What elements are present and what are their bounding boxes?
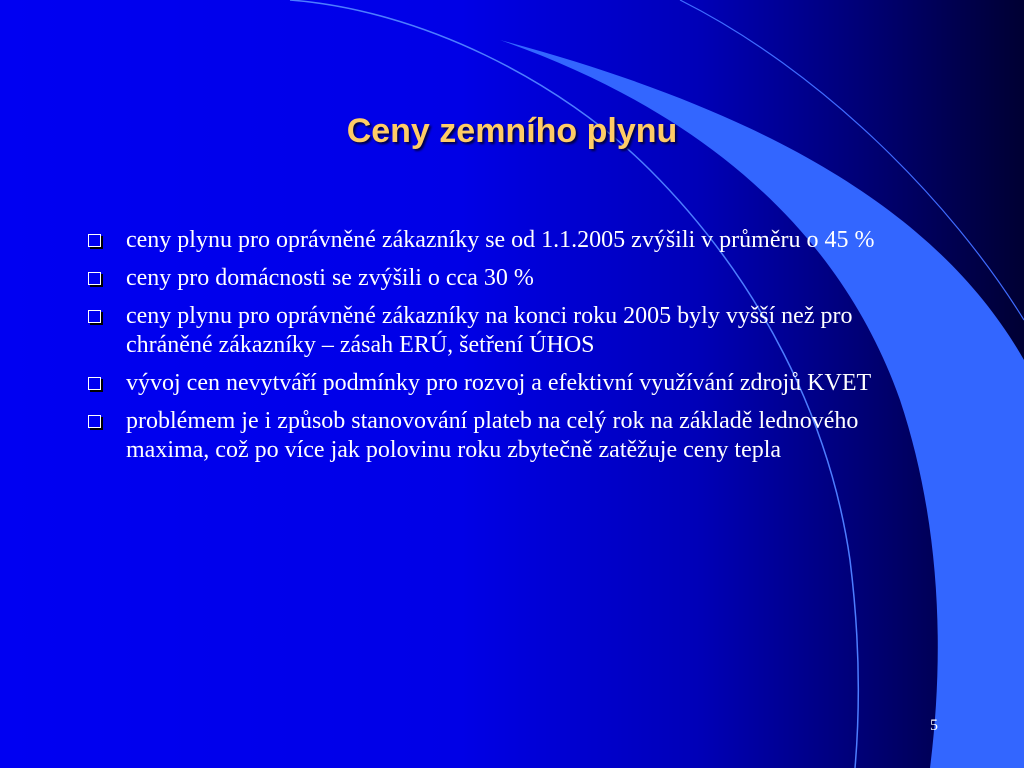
- slide-title: Ceny zemního plynu: [346, 112, 678, 150]
- hollow-square-icon: [88, 234, 101, 247]
- bullet-list: [84, 226, 924, 474]
- bullet-item: [84, 226, 924, 255]
- bullet-item: [84, 302, 924, 360]
- bullet-text: ceny pro domácnosti se zvýšili o cca 30 %: [126, 265, 534, 291]
- bullet-text: problémem je i způsob stanovování plateb na celý rok na základě lednového maxima, což po více jak polovinu roku zbytečně zatěžuje ceny tepla: [126, 408, 859, 463]
- hollow-square-icon: [88, 415, 101, 428]
- bullet-item: [84, 264, 924, 293]
- hollow-square-icon: [88, 272, 101, 285]
- hollow-square-icon: [88, 377, 101, 390]
- page-number: 5: [930, 717, 938, 734]
- hollow-square-icon: [88, 310, 101, 323]
- bullet-item: [84, 369, 924, 398]
- bullet-item: [84, 407, 924, 465]
- bullet-text: ceny plynu pro oprávněné zákazníky se od 1.1.2005 zvýšili v průměru o 45 %: [126, 227, 875, 253]
- bullet-text: ceny plynu pro oprávněné zákazníky na konci roku 2005 byly vyšší než pro chráněné zákazníky – zásah ERÚ, šetření ÚHOS: [126, 303, 853, 358]
- bullet-text: vývoj cen nevytváří podmínky pro rozvoj a efektivní využívání zdrojů KVET: [126, 370, 872, 396]
